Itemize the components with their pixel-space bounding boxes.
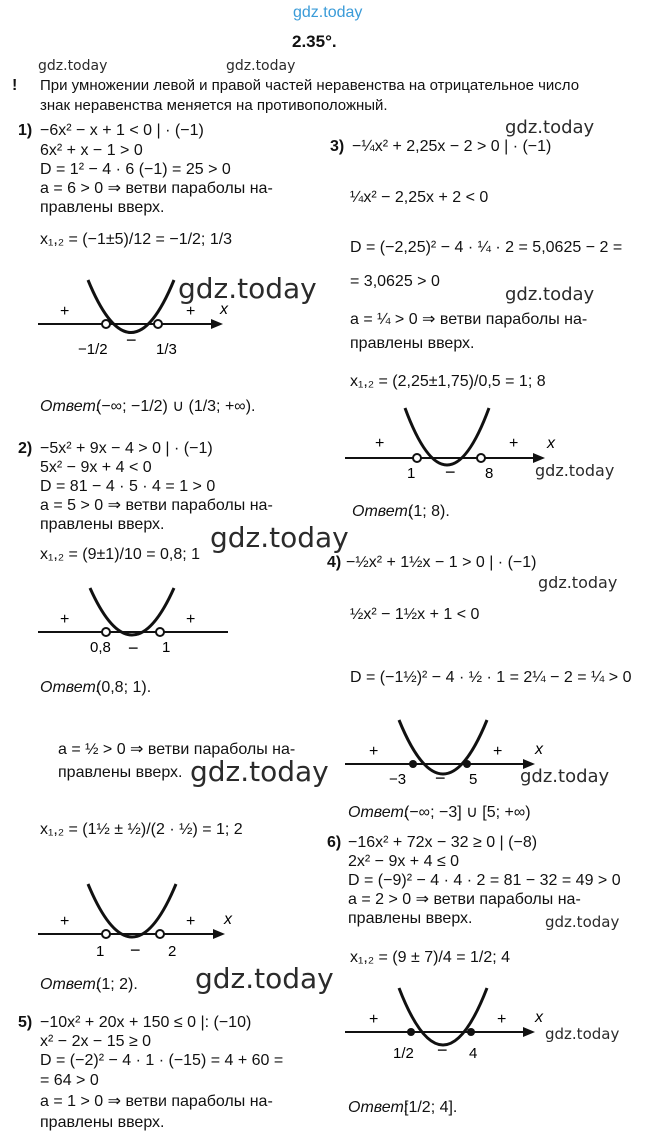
watermark: gdz.today: [545, 1025, 620, 1043]
math-line: D = (−2,25)² − 4 · ¼ · 2 = 5,0625 − 2 =: [350, 239, 623, 256]
problem-number: 2): [18, 440, 33, 457]
sign-plus: +: [375, 435, 385, 452]
math-line: a = 1 > 0 ⇒ ветви параболы на-: [40, 1093, 273, 1110]
root-label: 1: [96, 943, 105, 960]
root-label: 4: [469, 1045, 478, 1062]
answer-value: (1; 2).: [96, 976, 138, 993]
math-line: 6x² + x − 1 > 0: [40, 142, 143, 159]
sign-plus: +: [369, 1011, 379, 1028]
sign-minus: −: [126, 330, 137, 350]
root-label: −1/2: [78, 341, 108, 358]
roots-formula: x₁,₂ = (1½ ± ½)/(2 · ½) = 1; 2: [40, 821, 243, 838]
math-line: a = ¼ > 0 ⇒ ветви параболы на-: [350, 311, 588, 328]
math-line: правлены вверх.: [40, 199, 165, 216]
watermark: gdz.today: [520, 766, 610, 787]
math-line: правлены вверх.: [40, 1114, 165, 1131]
sign-chart: [345, 404, 565, 494]
exercise-title: 2.35°.: [292, 32, 337, 51]
axis-label: x: [535, 1009, 543, 1026]
root-label: 8: [485, 465, 494, 482]
watermark: gdz.today: [195, 962, 334, 995]
sign-plus: +: [186, 913, 196, 930]
roots-formula: x₁,₂ = (−1±5)/12 = −1/2; 1/3: [40, 231, 233, 248]
sign-minus: −: [435, 768, 446, 788]
roots-formula: x₁,₂ = (2,25±1,75)/0,5 = 1; 8: [350, 373, 546, 390]
math-line: D = 81 − 4 · 5 · 4 = 1 > 0: [40, 478, 216, 495]
answer-label: Ответ:: [40, 679, 101, 696]
problem-number: 6): [327, 834, 342, 851]
sign-plus: +: [60, 913, 70, 930]
math-line: правлены вверх.: [58, 764, 183, 781]
root-label: 0,8: [90, 639, 111, 656]
watermark: gdz.today: [505, 284, 595, 305]
root-label: 1: [407, 465, 416, 482]
math-line: a = ½ > 0 ⇒ ветви параболы на-: [58, 741, 296, 758]
sign-chart: [38, 270, 268, 380]
sign-plus: +: [369, 743, 379, 760]
axis-label: x: [535, 741, 543, 758]
math-line: −16x² + 72x − 32 ≥ 0 | (−8): [348, 834, 538, 851]
answer-label: Ответ:: [40, 976, 101, 993]
root-label: 1: [162, 639, 171, 656]
watermark: gdz.today: [210, 521, 349, 554]
watermark: gdz.today: [38, 58, 108, 74]
math-line: D = (−2)² − 4 · 1 · (−15) = 4 + 60 =: [40, 1052, 284, 1069]
math-line: ¼x² − 2,25x + 2 < 0: [350, 189, 489, 206]
note-line: знак неравенства меняется на противоположный.: [40, 97, 388, 114]
math-line: = 64 > 0: [40, 1072, 99, 1089]
sign-plus: +: [186, 303, 196, 320]
math-line: = 3,0625 > 0: [350, 273, 440, 290]
root-label: 5: [469, 771, 478, 788]
problem-number: 4): [327, 554, 342, 571]
axis-label: x: [547, 435, 555, 452]
sign-chart: [38, 584, 238, 664]
math-line: x² − 2x − 15 ≥ 0: [40, 1033, 152, 1050]
math-line: D = (−9)² − 4 · 4 · 2 = 81 − 32 = 49 > 0: [348, 872, 621, 889]
root-label: 1/3: [156, 341, 177, 358]
math-line: ½x² − 1½x + 1 < 0: [350, 606, 480, 623]
math-line: D = (−1½)² − 4 · ½ · 1 = 2¼ − 2 = ¼ > 0: [350, 669, 632, 686]
answer-value: (−∞; −3] ∪ [5; +∞): [404, 804, 531, 821]
math-line: 5x² − 9x + 4 < 0: [40, 459, 152, 476]
math-line: 2x² − 9x + 4 ≤ 0: [348, 853, 460, 870]
problem-number: 3): [330, 138, 345, 155]
watermark: gdz.today: [178, 272, 317, 305]
axis-label: x: [224, 911, 232, 928]
math-line: правлены вверх.: [348, 910, 473, 927]
watermark: gdz.today: [538, 573, 618, 592]
math-line: правлены вверх.: [40, 516, 165, 533]
math-line: −¼x² + 2,25x − 2 > 0 | · (−1): [352, 138, 552, 155]
note-mark: !: [12, 77, 18, 94]
math-line: −½x² + 1½x − 1 > 0 | · (−1): [346, 554, 537, 571]
sign-minus: −: [130, 940, 141, 960]
answer-label: Ответ:: [348, 804, 409, 821]
sign-chart: [345, 984, 555, 1074]
sign-chart: [38, 880, 258, 970]
math-line: a = 2 > 0 ⇒ ветви параболы на-: [348, 891, 581, 908]
root-label: 2: [168, 943, 177, 960]
root-label: 1/2: [393, 1045, 414, 1062]
sign-plus: +: [497, 1011, 507, 1028]
answer-label: Ответ:: [352, 503, 413, 520]
watermark: gdz.today: [293, 4, 363, 21]
math-line: −10x² + 20x + 150 ≤ 0 |: (−10): [40, 1014, 252, 1031]
watermark: gdz.today: [535, 461, 615, 480]
sign-plus: +: [493, 743, 503, 760]
sign-minus: −: [128, 638, 139, 658]
roots-formula: x₁,₂ = (9 ± 7)/4 = 1/2; 4: [350, 949, 511, 966]
sign-plus: +: [60, 303, 70, 320]
sign-plus: +: [60, 611, 70, 628]
sign-plus: +: [509, 435, 519, 452]
sign-minus: −: [445, 462, 456, 482]
math-line: a = 5 > 0 ⇒ ветви параболы на-: [40, 497, 273, 514]
math-line: D = 1² − 4 · 6 (−1) = 25 > 0: [40, 161, 231, 178]
answer-label: Ответ:: [348, 1099, 409, 1116]
watermark: gdz.today: [190, 755, 329, 788]
sign-plus: +: [186, 611, 196, 628]
problem-number: 5): [18, 1014, 33, 1031]
math-line: −5x² + 9x − 4 > 0 | · (−1): [40, 440, 213, 457]
watermark: gdz.today: [505, 117, 595, 138]
sign-chart: [345, 716, 555, 796]
watermark: gdz.today: [545, 913, 620, 931]
axis-label: x: [220, 301, 228, 318]
watermark: gdz.today: [226, 58, 296, 74]
roots-formula: x₁,₂ = (9±1)/10 = 0,8; 1: [40, 546, 201, 563]
math-line: правлены вверх.: [350, 335, 475, 352]
answer-value: [1/2; 4].: [404, 1099, 458, 1116]
sign-minus: −: [437, 1040, 448, 1060]
answer-label: Ответ:: [40, 398, 101, 415]
answer-value: (0,8; 1).: [96, 679, 152, 696]
math-line: a = 6 > 0 ⇒ ветви параболы на-: [40, 180, 273, 197]
answer-value: (1; 8).: [408, 503, 450, 520]
math-line: −6x² − x + 1 < 0 | · (−1): [40, 122, 204, 139]
note-line: При умножении левой и правой частей неравенства на отрицательное число: [40, 77, 580, 94]
problem-number: 1): [18, 122, 33, 139]
answer-value: (−∞; −1/2) ∪ (1/3; +∞).: [96, 398, 256, 415]
root-label: −3: [389, 771, 407, 788]
